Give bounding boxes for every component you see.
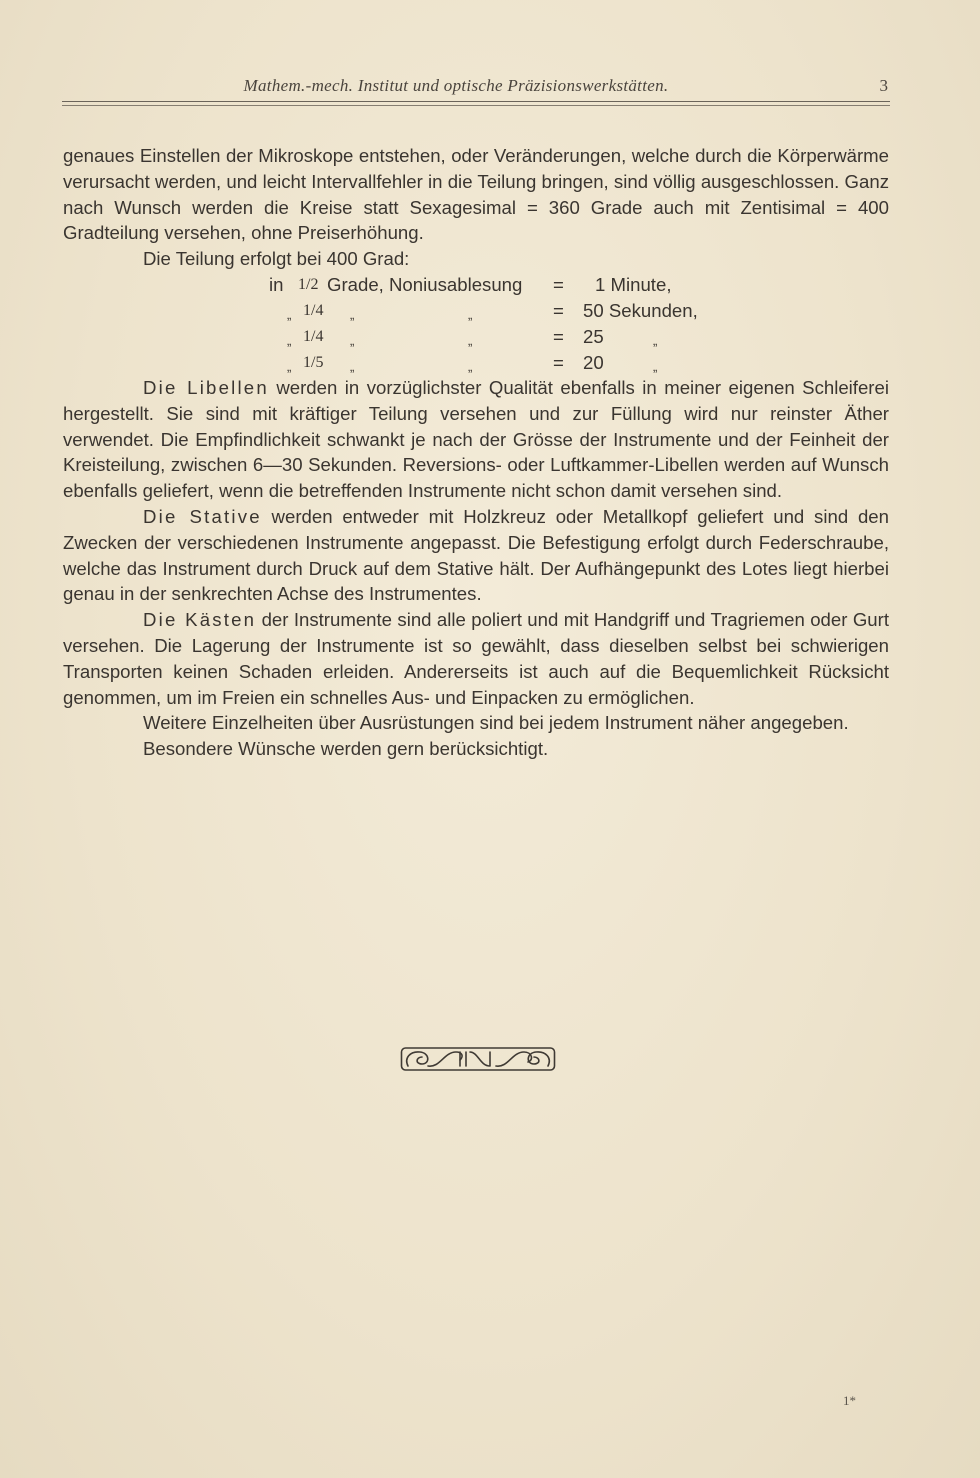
row-equals: = bbox=[553, 299, 564, 321]
row-value: 50 Sekunden, bbox=[583, 299, 698, 321]
paragraph-stative bbox=[63, 504, 889, 607]
row-unit: „ bbox=[653, 332, 658, 348]
table-row bbox=[63, 324, 889, 350]
row-equals: = bbox=[553, 325, 564, 347]
row-prefix: in bbox=[269, 273, 284, 295]
division-table bbox=[63, 272, 889, 375]
row-prefix: „ bbox=[287, 358, 292, 374]
kaesten-lead: Die Kästen bbox=[143, 609, 257, 631]
row-label: Grade, Noniusablesung bbox=[327, 273, 523, 295]
row-mid: „ bbox=[468, 332, 473, 348]
running-header bbox=[62, 76, 890, 98]
kaesten-text: der Instrumente sind alle poliert und mit Handgriff und Tragriemen oder Gurt versehen. Die Lagerung der Instrumente ist so gewählt, dass dieselben selbst bei schwierigen Transporten keinen Schaden erleiden. Andererseits ist auch auf die Bequemlichkeit Rücksicht genommen, um im Freien ein schnelles Aus- und Einpacken zu ermöglichen. bbox=[63, 609, 889, 708]
body-text bbox=[63, 143, 889, 762]
row-prefix: „ bbox=[287, 332, 292, 348]
paragraph-2: Die Teilung erfolgt bei 400 Grad: bbox=[143, 248, 410, 270]
ornament-icon bbox=[400, 1046, 556, 1072]
row-prefix: „ bbox=[287, 306, 292, 322]
libellen-lead: Die Libellen bbox=[143, 376, 269, 398]
stative-lead: Die Stative bbox=[143, 505, 262, 527]
row-fraction: 1/2 bbox=[298, 275, 319, 293]
row-label: „ bbox=[350, 306, 355, 322]
row-label: „ bbox=[350, 332, 355, 348]
row-label: „ bbox=[350, 358, 355, 374]
row-equals: = bbox=[553, 273, 564, 295]
row-value: 20 bbox=[583, 351, 604, 373]
paragraph-details: Weitere Einzelheiten über Ausrüstungen sind bei jedem Instrument näher angegeben. bbox=[143, 712, 849, 734]
header-rule bbox=[62, 101, 890, 102]
row-value: 1 Minute, bbox=[595, 273, 672, 295]
row-fraction: 1/4 bbox=[303, 327, 324, 345]
libellen-text: werden in vorzüglichster Qualität ebenfalls in meiner eigenen Schleiferei hergestellt. Sie sind mit kräftiger Teilung versehen und zur Füllung wird nur reinster Äther verwendet. Die Empfindlichkeit schwankt je nach der Grösse der Instrumente und der Feinheit der Kreisteilung, zwischen 6—30 Sekunden. Reversions- oder Luftkammer-Libellen werden auf Wunsch ebenfalls geliefert, wenn die betreffenden Instrumente nicht schon damit versehen sind. bbox=[63, 376, 889, 502]
header-title: Mathem.-mech. Institut und optische Präzisionswerkstätten. bbox=[243, 76, 669, 95]
stative-text: werden entweder mit Holzkreuz oder Metallkopf geliefert und sind den Zwecken der verschiedenen Instrumente angepasst. Die Befestigung erfolgt durch Federschraube, welche das Instrument durch Druck auf dem Stative hält. Der Aufhängepunkt des Lotes liegt hierbei genau in der senkrechten Achse des Instrumentes. bbox=[63, 505, 889, 605]
paragraph-libellen bbox=[63, 375, 889, 504]
row-fraction: 1/4 bbox=[303, 301, 324, 319]
header-rule-thin bbox=[62, 105, 890, 106]
paragraph-1: genaues Einstellen der Mikroskope entstehen, oder Veränderungen, welche durch die Körperwärme verursacht werden, und leicht Intervallfehler in die Teilung bringen, sind völlig ausgeschlossen. Ganz nach Wunsch werden die Kreise statt Sexagesimal = 360 Grade auch mit Zentisimal = 400 Gradteilung versehen, ohne Preiserhöhung. bbox=[63, 145, 889, 244]
table-row bbox=[63, 350, 889, 376]
paragraph-kaesten bbox=[63, 607, 889, 710]
row-mid: „ bbox=[468, 358, 473, 374]
table-row bbox=[63, 272, 889, 298]
page-number: 3 bbox=[879, 76, 888, 95]
table-row bbox=[63, 298, 889, 324]
row-value: 25 bbox=[583, 325, 604, 347]
row-unit: „ bbox=[653, 358, 658, 374]
paragraph-wishes: Besondere Wünsche werden gern berücksichtigt. bbox=[143, 738, 549, 760]
row-fraction: 1/5 bbox=[303, 353, 324, 371]
row-equals: = bbox=[553, 351, 564, 373]
signature-mark: 1* bbox=[843, 1393, 856, 1408]
row-mid: „ bbox=[468, 306, 473, 322]
